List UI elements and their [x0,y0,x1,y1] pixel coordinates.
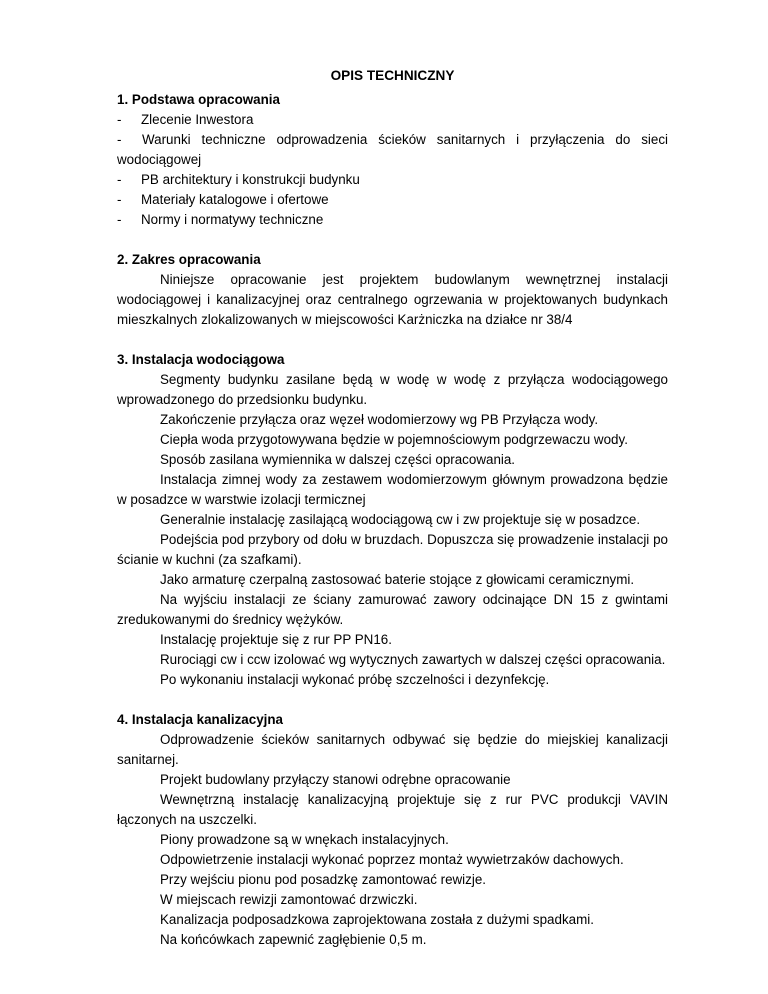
paragraph: Odpowietrzenie instalacji wykonać poprzez montaż wywietrzaków dachowych. [160,852,624,867]
bullet-list [117,110,668,230]
paragraph: Rurociągi cw i ccw izolować wg wytycznych zawartych w dalszej części opracowania. [160,652,666,667]
section-heading: 4. Instalacja kanalizacyjna [117,712,283,727]
list-item-text: Normy i normatywy techniczne [141,212,324,227]
paragraph: Po wykonaniu instalacji wykonać próbę szczelności i dezynfekcję. [160,672,550,687]
paragraph: Zakończenie przyłącza oraz węzeł wodomierzowy wg PB Przyłącza wody. [160,412,599,427]
bullet-marker: - [117,192,122,207]
section-basis [117,90,668,230]
list-item [117,190,668,210]
paragraph: Odprowadzenie ścieków sanitarnych odbywać się będzie do miejskiej kanalizacji sanitarnej. [117,732,668,767]
section-heading: 2. Zakres opracowania [117,252,261,267]
paragraph: Jako armaturę czerpalną zastosować baterie stojące z głowicami ceramicznymi. [160,572,635,587]
list-item-text: PB architektury i konstrukcji budynku [141,172,360,187]
paragraph: Wewnętrzną instalację kanalizacyjną projektuje się z rur PVC produkcji VAVIN łączonych na uszczelki. [117,792,668,827]
section-heading: 3. Instalacja wodociągowa [117,352,285,367]
paragraph: Instalacja zimnej wody za zestawem wodomierzowym głównym prowadzona będzie w posadzce w warstwie izolacji termicznej [117,472,668,507]
paragraph: Segmenty budynku zasilane będą w wodę w wodę z przyłącza wodociągowego wprowadzonego do przedsionku budynku. [117,372,668,407]
list-item-text: Zlecenie Inwestora [141,112,254,127]
paragraph: Generalnie instalację zasilającą wodociągową cw i zw projektuje się w posadzce. [160,512,641,527]
bullet-marker: - [117,172,122,187]
paragraph: Na końcówkach zapewnić zagłębienie 0,5 m. [160,932,427,947]
bullet-marker: - [117,212,122,227]
paragraph: Przy wejściu pionu pod posadzkę zamontować rewizje. [160,872,486,887]
list-item [117,130,668,170]
document-title: OPIS TECHNICZNY [330,68,455,83]
section-heading: 1. Podstawa opracowania [117,92,280,107]
list-item [117,170,668,190]
paragraph: Piony prowadzone są w wnękach instalacyjnych. [160,832,449,847]
paragraph: Sposób zasilana wymiennika w dalszej części opracowania. [160,452,516,467]
paragraph: Projekt budowlany przyłączy stanowi odrębne opracowanie [160,772,511,787]
paragraph: Podejścia pod przybory od dołu w bruzdach. Dopuszcza się prowadzenie instalacji po ścianie w kuchni (za szafkami). [117,532,668,567]
section-scope [117,250,668,330]
bullet-marker: - [117,132,122,147]
section-sewage-installation [117,710,668,950]
paragraph: Kanalizacja podposadzkowa zaprojektowana została z dużymi spadkami. [160,912,594,927]
list-item [117,210,668,230]
list-item-text: Materiały katalogowe i ofertowe [141,192,329,207]
paragraph: W miejscach rewizji zamontować drzwiczki. [160,892,418,907]
bullet-marker: - [117,112,122,127]
list-item [117,110,668,130]
section-water-installation [117,350,668,690]
paragraph: Instalację projektuje się z rur PP PN16. [160,632,392,647]
document-page [117,66,668,950]
paragraph: Ciepła woda przygotowywana będzie w pojemnościowym podgrzewaczu wody. [160,432,628,447]
paragraph: Na wyjściu instalacji ze ściany zamurować zawory odcinające DN 15 z gwintami zredukowanymi do średnicy wężyków. [117,592,668,627]
list-item-text: Warunki techniczne odprowadzenia ścieków sanitarnych i przyłączenia do sieci wodociągowej [117,132,668,167]
paragraph: Niniejsze opracowanie jest projektem budowlanym wewnętrznej instalacji wodociągowej i kanalizacyjnej oraz centralnego ogrzewania w projektowanych budynkach mieszkalnych zlokalizowanych w miejscowości Karżniczka na działce nr 38/4 [117,272,668,327]
